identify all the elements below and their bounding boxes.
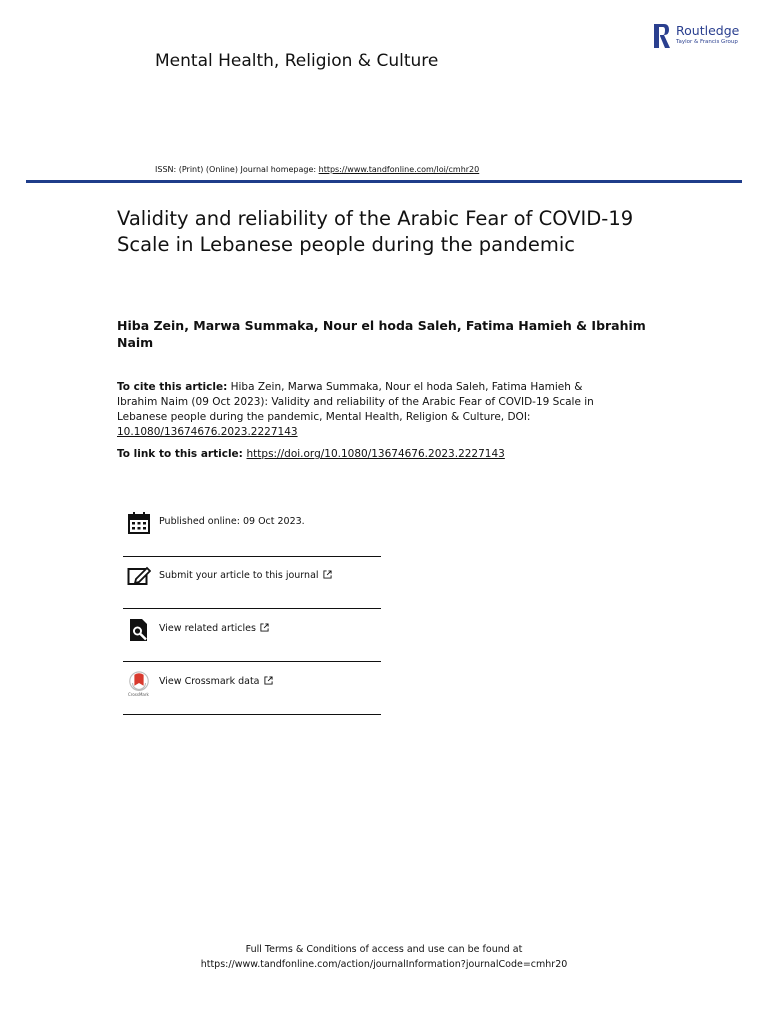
journal-homepage-link[interactable]: https://www.tandfonline.com/loi/cmhr20 [318,165,480,174]
crossmark-badge-text: CrossMark [128,692,149,697]
meta-divider [123,714,381,715]
journal-title: Mental Health, Religion & Culture [155,51,439,71]
issn-text: ISSN: (Print) (Online) Journal homepage: [155,165,319,174]
external-link-icon [260,623,269,632]
related-articles-row[interactable] [123,618,381,670]
routledge-logo [652,22,748,50]
meta-divider [123,608,381,609]
article-doi-url[interactable]: https://doi.org/10.1080/13674676.2023.2227143 [246,448,505,460]
search-document-icon [127,618,151,642]
footer-line-1: Full Terms & Conditions of access and use can be found at [245,944,523,955]
calendar-icon [127,511,151,535]
cite-text: Hiba Zein, Marwa Summaka, Nour el hoda Saleh, Fatima Hamieh & Ibrahim Naim (09 Oct 2023): Validity and reliability of the Arabic Fear of COVID-19 Scale in Lebanese people during the pandemic, Mental Health, Religion & Culture, DOI: [117,381,594,423]
submit-article-link[interactable]: Submit your article to this journal [159,570,332,581]
meta-divider [123,556,381,557]
link-line [117,448,505,460]
article-authors: Hiba Zein, Marwa Summaka, Nour el hoda Saleh, Fatima Hamieh & Ibrahim Naim [117,318,646,350]
citation-block [117,380,617,440]
link-label: To link to this article: [117,448,247,460]
published-date: Published online: 09 Oct 2023. [159,516,305,527]
header-divider [26,180,742,183]
routledge-r-icon [652,22,672,50]
doi-link[interactable]: 10.1080/13674676.2023.2227143 [117,426,298,438]
external-link-icon [323,570,332,579]
edit-icon [127,565,151,589]
issn-line [155,165,479,174]
crossmark-link[interactable]: View Crossmark data [159,676,273,687]
article-title: Validity and reliability of the Arabic Fear of COVID-19 Scale in Lebanese people during the pandemic [117,207,634,256]
footer-terms [134,942,634,972]
crossmark-row[interactable] [123,671,381,723]
cite-label: To cite this article: [117,381,228,393]
logo-subtitle: Taylor & Francis Group [676,39,738,45]
footer-terms-url[interactable]: https://www.tandfonline.com/action/journalInformation?journalCode=cmhr20 [200,959,568,970]
external-link-icon [264,676,273,685]
meta-divider [123,661,381,662]
related-articles-link[interactable]: View related articles [159,623,269,634]
logo-text: Routledge [676,23,740,38]
submit-article-row[interactable] [123,565,381,617]
